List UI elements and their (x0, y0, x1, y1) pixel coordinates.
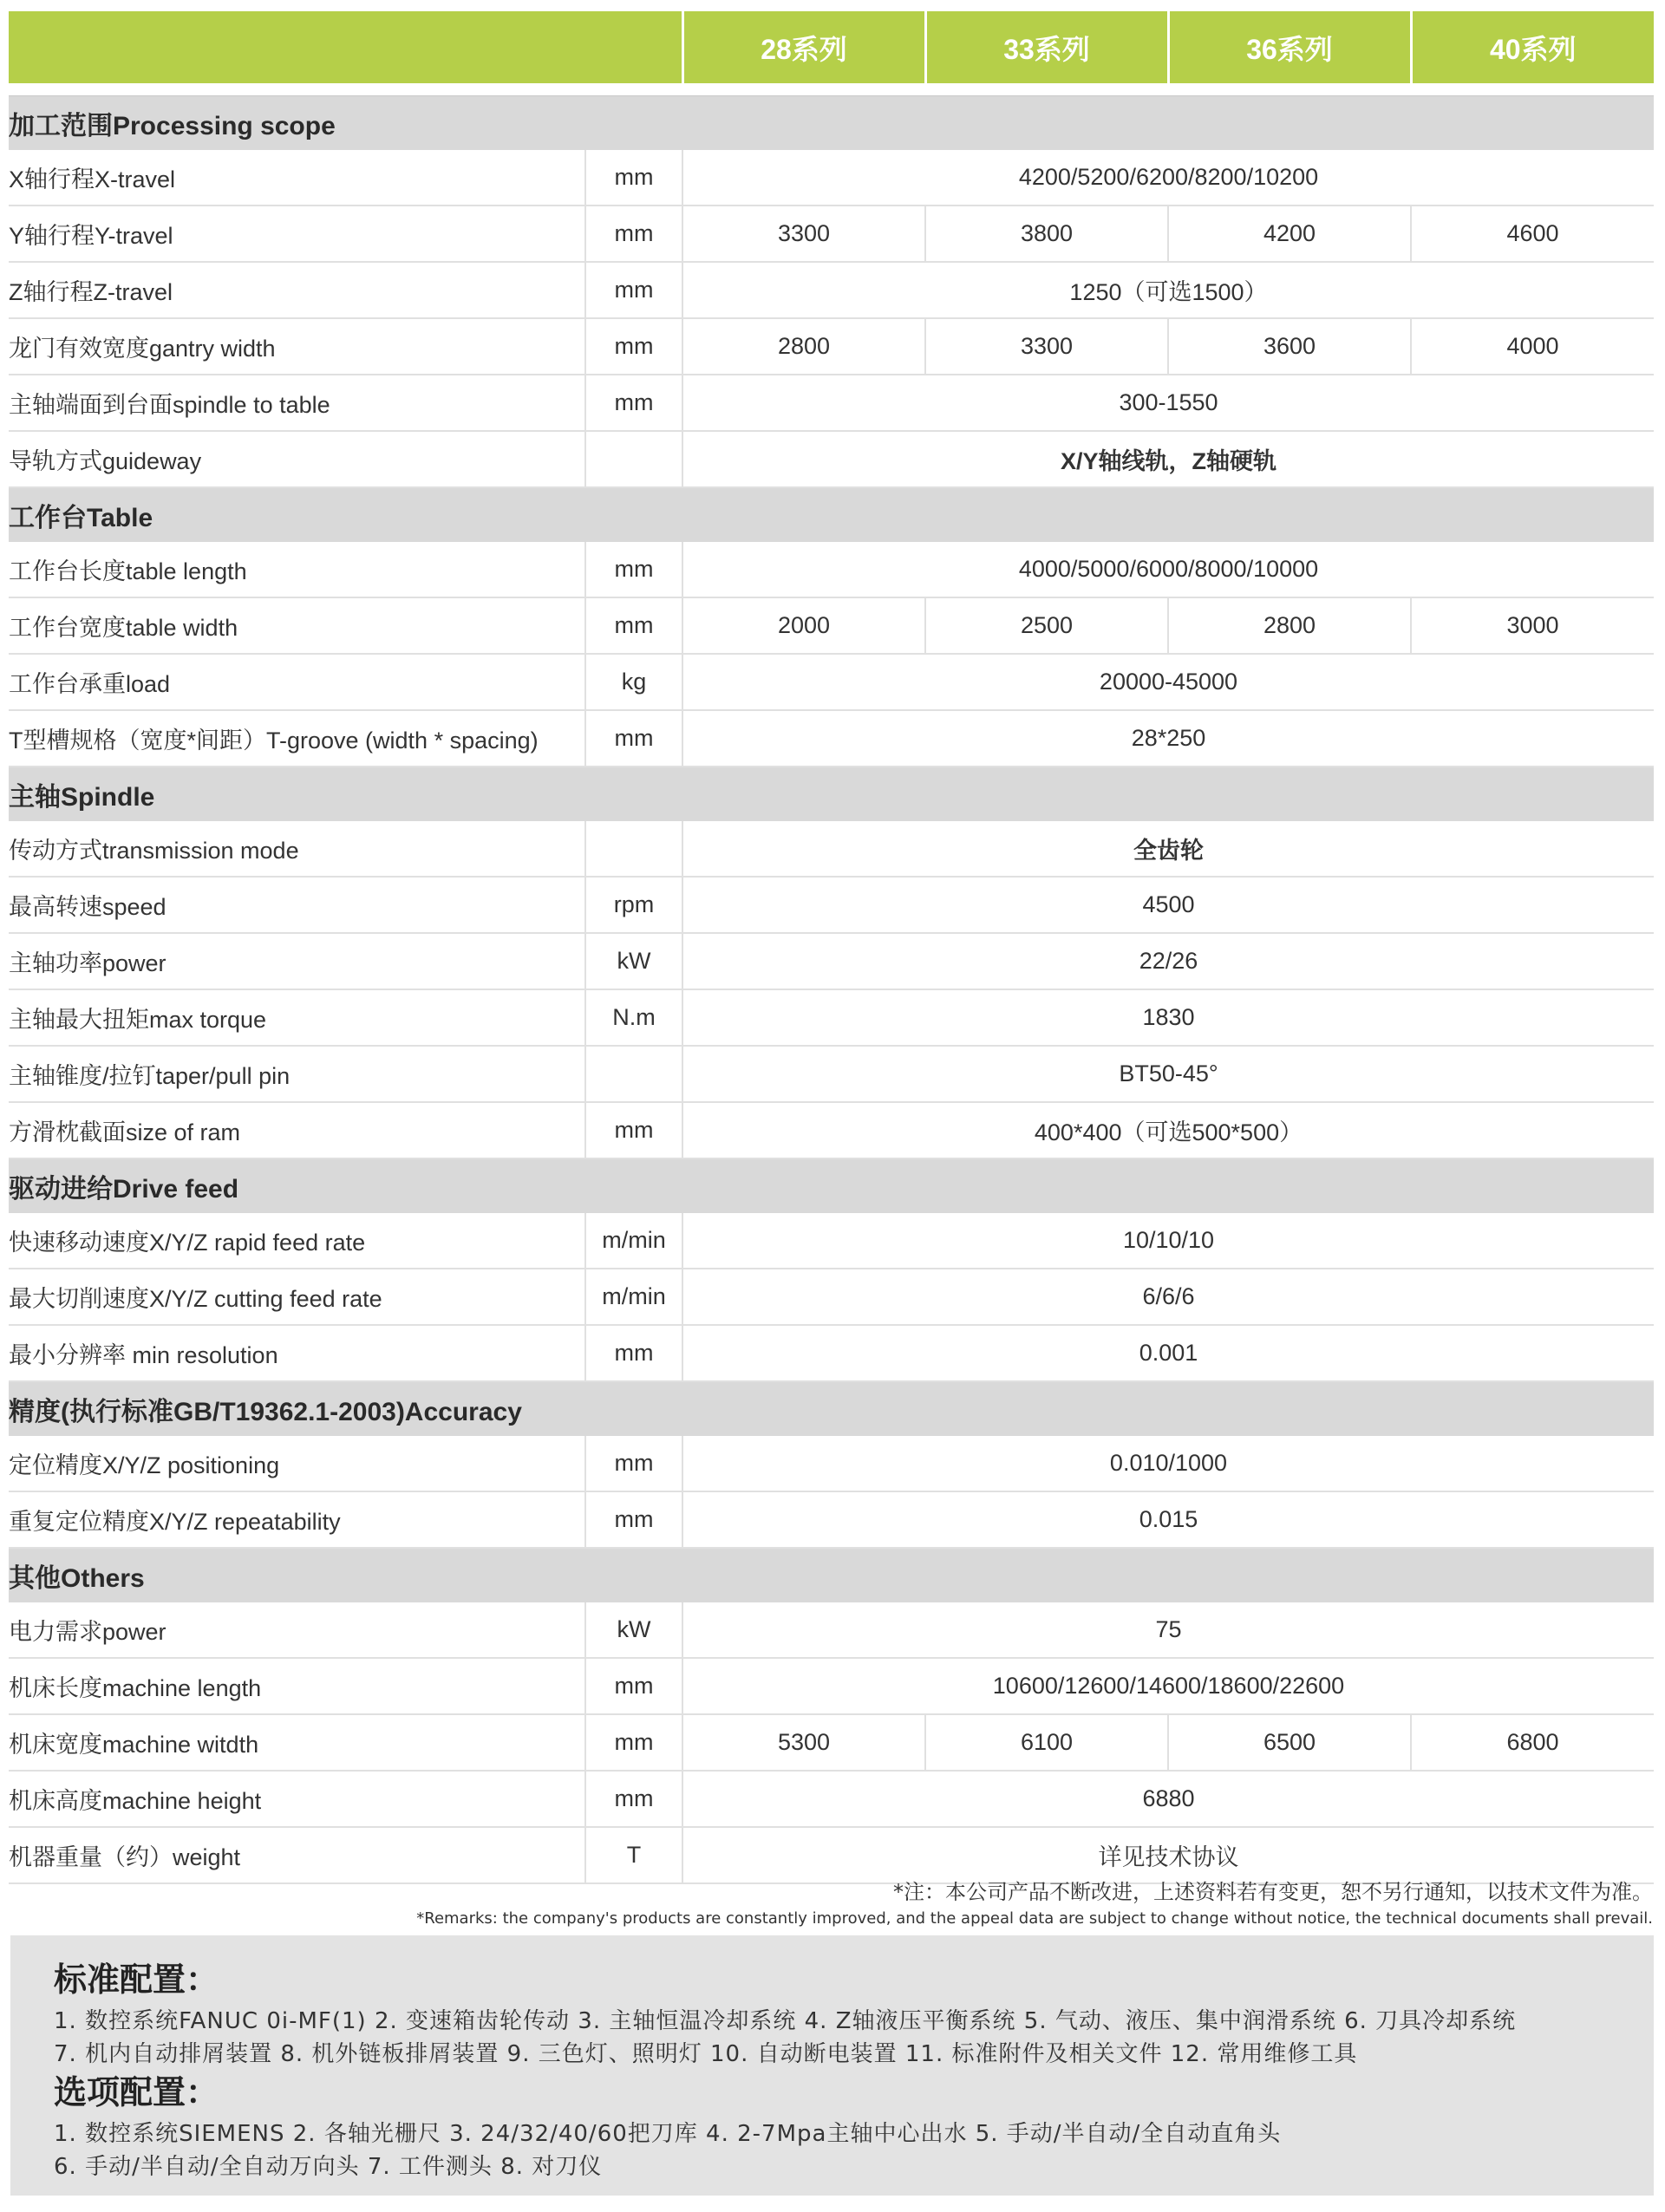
section-title: 驱动进给Drive feed (9, 1158, 1654, 1213)
table-row (9, 821, 1654, 877)
spec-value: 5300 (682, 1714, 925, 1771)
section-header (9, 487, 1654, 542)
table-row (9, 1771, 1654, 1827)
spec-value: 0.001 (682, 1325, 1654, 1381)
spec-unit: mm (585, 150, 682, 206)
spec-unit: mm (585, 1491, 682, 1548)
table-row (9, 1325, 1654, 1381)
spec-value: 2500 (925, 597, 1168, 654)
series-header: 40系列 (1411, 11, 1654, 83)
spec-value: 4600 (1411, 206, 1654, 262)
spec-unit: m/min (585, 1213, 682, 1269)
optional-config-line: 1. 数控系统SIEMENS 2. 各轴光栅尺 3. 24/32/40/60把刀库 4. 2-7Mpa主轴中心出水 5. 手动/半自动/全自动直角头 (54, 2121, 1282, 2147)
spec-value: 6800 (1411, 1714, 1654, 1771)
spec-value: 22/26 (682, 933, 1654, 989)
spec-label: 最高转速speed (9, 877, 585, 933)
spec-label: 工作台宽度table width (9, 597, 585, 654)
table-row (9, 1491, 1654, 1548)
spec-value: 0.015 (682, 1491, 1654, 1548)
spec-unit: mm (585, 1436, 682, 1491)
spec-unit: m/min (585, 1269, 682, 1325)
table-row (9, 375, 1654, 431)
spec-label: 方滑枕截面size of ram (9, 1102, 585, 1158)
spec-value: 4500 (682, 877, 1654, 933)
spec-body (9, 96, 1654, 1884)
spec-value: 75 (682, 1602, 1654, 1658)
spec-value: 2000 (682, 597, 925, 654)
section-title: 其他Others (9, 1548, 1654, 1602)
spec-label: 定位精度X/Y/Z positioning (9, 1436, 585, 1491)
spec-value: 详见技术协议 (682, 1827, 1654, 1883)
spec-label: 工作台承重load (9, 654, 585, 710)
spec-label: 重复定位精度X/Y/Z repeatability (9, 1491, 585, 1548)
spec-unit: mm (585, 206, 682, 262)
spec-value: 10600/12600/14600/18600/22600 (682, 1658, 1654, 1714)
spec-unit: T (585, 1827, 682, 1883)
spec-unit: mm (585, 262, 682, 318)
table-row (9, 710, 1654, 767)
spec-label: 主轴锥度/拉钉taper/pull pin (9, 1046, 585, 1102)
table-row (9, 877, 1654, 933)
spec-label: 传动方式transmission mode (9, 821, 585, 877)
table-row (9, 542, 1654, 597)
spec-label: 主轴端面到台面spindle to table (9, 375, 585, 431)
section-title: 加工范围Processing scope (9, 96, 1654, 151)
spec-unit (585, 821, 682, 877)
spec-label: 机床高度machine height (9, 1771, 585, 1827)
section-header (9, 1158, 1654, 1213)
spec-value: 20000-45000 (682, 654, 1654, 710)
spec-label: 电力需求power (9, 1602, 585, 1658)
spec-value: X/Y轴线轨，Z轴硬轨 (682, 431, 1654, 487)
spec-unit (585, 1046, 682, 1102)
table-row (9, 318, 1654, 375)
table-row (9, 597, 1654, 654)
spec-label: 主轴最大扭矩max torque (9, 989, 585, 1046)
spec-value: 1250（可选1500） (682, 262, 1654, 318)
spec-label: 主轴功率power (9, 933, 585, 989)
spec-unit: kg (585, 654, 682, 710)
table-row (9, 206, 1654, 262)
spec-value: 10/10/10 (682, 1213, 1654, 1269)
spec-value: 3300 (925, 318, 1168, 375)
spec-value: 3600 (1168, 318, 1411, 375)
spec-unit: mm (585, 597, 682, 654)
series-header: 28系列 (682, 11, 925, 83)
spec-label: 机床长度machine length (9, 1658, 585, 1714)
spec-unit: N.m (585, 989, 682, 1046)
spec-value: 6880 (682, 1771, 1654, 1827)
spec-label: X轴行程X-travel (9, 150, 585, 206)
section-header (9, 1381, 1654, 1436)
remark-en: *Remarks: the company's products are constantly improved, and the appeal data are subject to change without notice, the technical documents shall prevail. (416, 1909, 1653, 1928)
spec-value: 400*400（可选500*500） (682, 1102, 1654, 1158)
spec-label: 快速移动速度X/Y/Z rapid feed rate (9, 1213, 585, 1269)
spec-value: 28*250 (682, 710, 1654, 767)
spec-label: 最大切削速度X/Y/Z cutting feed rate (9, 1269, 585, 1325)
section-header (9, 1548, 1654, 1602)
table-row (9, 431, 1654, 487)
spec-value: 4200/5200/6200/8200/10200 (682, 150, 1654, 206)
series-header-row (9, 11, 1654, 83)
spec-label: 机床宽度machine witdth (9, 1714, 585, 1771)
spec-label: T型槽规格（宽度*间距）T-groove (width * spacing) (9, 710, 585, 767)
spec-value: 全齿轮 (682, 821, 1654, 877)
spec-unit: rpm (585, 877, 682, 933)
table-row (9, 262, 1654, 318)
table-row (9, 1102, 1654, 1158)
header-blank-cell (9, 11, 682, 83)
spec-unit: kW (585, 933, 682, 989)
spec-value: 1830 (682, 989, 1654, 1046)
spec-value: 6/6/6 (682, 1269, 1654, 1325)
spec-label: 最小分辨率 min resolution (9, 1325, 585, 1381)
section-title: 主轴Spindle (9, 767, 1654, 821)
optional-config-line: 6. 手动/半自动/全自动万向头 7. 工件测头 8. 对刀仪 (54, 2154, 603, 2180)
spec-unit: mm (585, 1102, 682, 1158)
spec-value: 6100 (925, 1714, 1168, 1771)
table-row (9, 1436, 1654, 1491)
section-header (9, 96, 1654, 151)
table-row (9, 1714, 1654, 1771)
remark-cn: *注：本公司产品不断改进，上述资料若有变更，恕不另行通知，以技术文件为准。 (893, 1880, 1653, 1904)
spec-label: Y轴行程Y-travel (9, 206, 585, 262)
table-row (9, 1213, 1654, 1269)
table-row (9, 933, 1654, 989)
table-row (9, 1658, 1654, 1714)
spec-value: 0.010/1000 (682, 1436, 1654, 1491)
standard-config-line: 1. 数控系统FANUC 0i-MF(1) 2. 变速箱齿轮传动 3. 主轴恒温冷却系统 4. Z轴液压平衡系统 5. 气动、液压、集中润滑系统 6. 刀具冷却系统 (54, 2008, 1517, 2034)
config-panel (10, 1935, 1654, 2196)
table-row (9, 1269, 1654, 1325)
table-row (9, 989, 1654, 1046)
spec-unit: mm (585, 318, 682, 375)
spec-value: 3800 (925, 206, 1168, 262)
table-row (9, 1046, 1654, 1102)
spec-value: 3300 (682, 206, 925, 262)
spec-unit: mm (585, 1325, 682, 1381)
series-header: 36系列 (1168, 11, 1411, 83)
section-title: 工作台Table (9, 487, 1654, 542)
spec-unit: mm (585, 375, 682, 431)
spec-unit (585, 431, 682, 487)
spec-unit: mm (585, 1771, 682, 1827)
spec-unit: kW (585, 1602, 682, 1658)
standard-config-line: 7. 机内自动排屑装置 8. 机外链板排屑装置 9. 三色灯、照明灯 10. 自动断电装置 11. 标准附件及相关文件 12. 常用维修工具 (54, 2041, 1358, 2067)
spec-value: 3000 (1411, 597, 1654, 654)
spec-unit: mm (585, 1714, 682, 1771)
table-row (9, 654, 1654, 710)
spec-label: 导轨方式guideway (9, 431, 585, 487)
spec-table (9, 11, 1654, 1884)
spec-label: 工作台长度table length (9, 542, 585, 597)
spec-value: 300-1550 (682, 375, 1654, 431)
standard-config-title: 标准配置： (54, 1961, 219, 1999)
section-header (9, 767, 1654, 821)
spec-value: 4200 (1168, 206, 1411, 262)
spec-label: 龙门有效宽度gantry width (9, 318, 585, 375)
spec-unit: mm (585, 1658, 682, 1714)
table-row (9, 1602, 1654, 1658)
spec-label: Z轴行程Z-travel (9, 262, 585, 318)
table-row (9, 150, 1654, 206)
series-header: 33系列 (925, 11, 1168, 83)
optional-config-title: 选项配置： (54, 2073, 219, 2111)
spec-value: 4000/5000/6000/8000/10000 (682, 542, 1654, 597)
spec-value: BT50-45° (682, 1046, 1654, 1102)
spec-value: 2800 (1168, 597, 1411, 654)
spec-unit: mm (585, 710, 682, 767)
spec-value: 6500 (1168, 1714, 1411, 1771)
spec-unit: mm (585, 542, 682, 597)
spec-value: 2800 (682, 318, 925, 375)
section-title: 精度(执行标准GB/T19362.1-2003)Accuracy (9, 1381, 1654, 1436)
spec-label: 机器重量（约）weight (9, 1827, 585, 1883)
spec-value: 4000 (1411, 318, 1654, 375)
